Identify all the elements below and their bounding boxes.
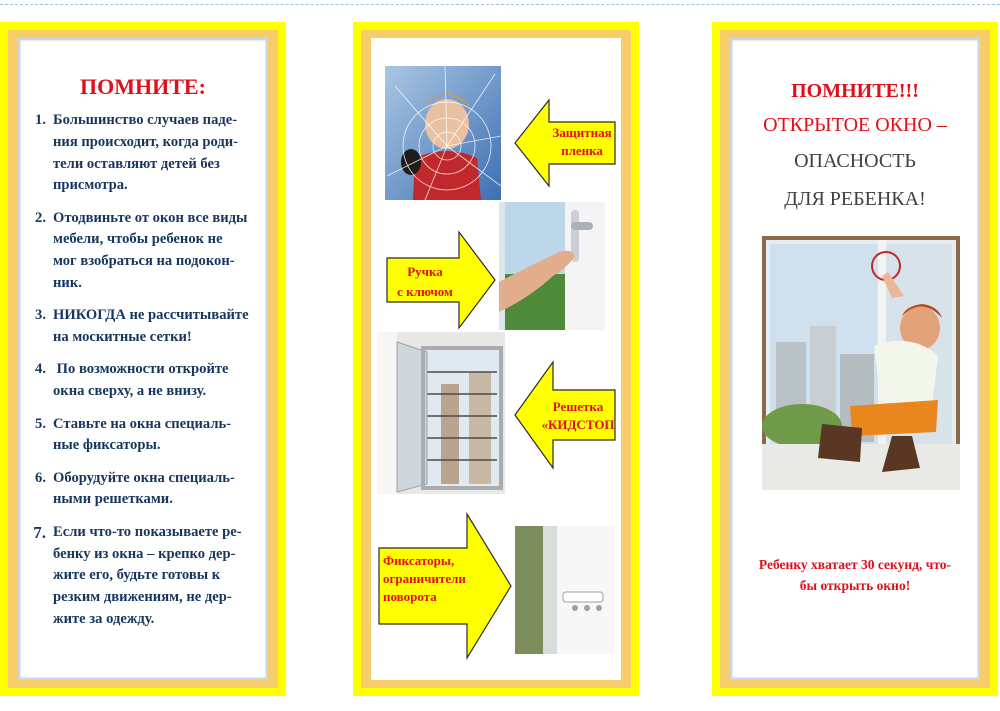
rule-item [24,522,262,631]
arrow-label-restrictors: Фиксаторы, ограничители поворота [377,512,513,660]
rule-line: ник. [53,275,82,292]
rule-text [53,414,262,458]
rule-line: бенку из окна – крепко дер- [53,545,236,562]
rule-line: ния происходит, когда роди- [53,133,239,150]
warning-line-danger: ОПАСНОСТЬ [794,150,916,172]
photo-window-restrictor [515,526,615,654]
rule-item [24,359,262,403]
rule-number: 7. [33,522,46,542]
rule-number: 1. [35,112,46,128]
rule-line: окна сверху, а не внизу. [53,383,207,400]
rule-line: жите его, будьте готовы к [53,567,221,584]
rule-line: мебели, чтобы ребенок не [53,231,223,248]
rule-item [24,305,262,349]
rule-line: Оборудуйте окна специаль- [53,469,235,486]
photo-child-cracked-glass [385,66,501,200]
rule-line: По возможности откройте [53,361,229,378]
rule-line: тели оставляют детей без [53,155,220,172]
warning-line-open-window: ОТКРЫТОЕ ОКНО – [763,114,947,136]
arrow-label-grille-kidstop: Решетка «КИДСТОП [513,360,617,470]
rule-line: Большинство случаев паде- [53,112,238,128]
rule-number: 3. [35,307,46,324]
rule-number: 5. [35,415,46,432]
rule-text [53,110,262,197]
rule-line: резким движениям, не дер- [53,589,232,606]
rule-item [24,414,262,458]
photo-window-handle [499,202,605,330]
rule-line: мог взобраться на подокон- [53,253,235,270]
rule-text [53,208,262,295]
illustration-child-at-window [762,236,960,490]
panel-rules [0,22,286,696]
arrow-label-protective-film: Защитная пленка [513,98,617,188]
rules-list [24,110,262,641]
warning-note: Ребенку хватает 30 секунд, что- бы открыть окно! [758,557,952,593]
rule-text [53,522,262,631]
rule-text [53,468,262,512]
warning-line-remember: ПОМНИТЕ!!! [791,80,919,102]
rule-line: Если что-то показываете ре- [53,523,242,540]
panel-devices [353,22,639,696]
panel-warning [712,22,998,696]
rules-card [18,38,268,680]
rule-item [24,208,262,295]
rule-item [24,110,262,197]
rule-line: ными решетками. [53,491,173,508]
rule-line: жите за одежду. [53,610,155,627]
devices-card [371,38,621,680]
rule-number: 2. [35,209,46,226]
rule-line: на москитные сетки! [53,329,192,346]
rule-line: Ставьте на окна специаль- [53,415,232,432]
rule-number: 6. [35,469,46,486]
rule-number: 4. [35,361,46,378]
warning-line-for-child: ДЛЯ РЕБЕНКА! [784,188,926,210]
rule-line: Отодвиньте от окон все виды [53,209,248,226]
rule-item [24,468,262,512]
rules-title: ПОМНИТЕ: [80,74,206,99]
rule-text [53,305,262,349]
rule-text [53,359,262,403]
rule-line: присмотра. [53,177,128,194]
photo-window-grille [377,332,505,494]
top-guide-line [0,4,1000,5]
arrow-label-handle-with-key: Ручка с ключом [385,230,497,330]
rule-line: ные фиксаторы. [53,437,161,454]
rule-line: НИКОГДА не рассчитывайте [53,307,249,324]
warning-card [730,38,980,680]
